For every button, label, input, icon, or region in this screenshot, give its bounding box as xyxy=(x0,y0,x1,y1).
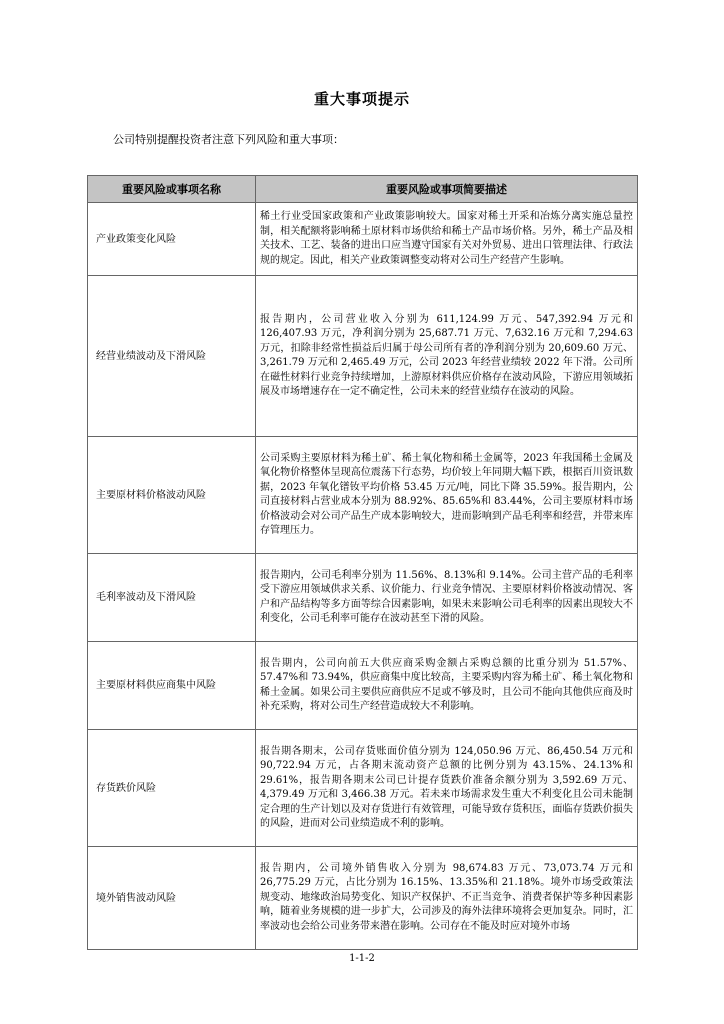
table-row xyxy=(88,642,638,730)
table-row xyxy=(88,730,638,847)
table-row xyxy=(88,554,638,642)
page-number: 1-1-2 xyxy=(349,953,375,964)
table-header-row xyxy=(88,176,638,203)
risk-description: 稀土行业受国家政策和产业政策影响较大。国家对稀土开采和冶炼分离实施总量控制，相关配额将影响稀土原材料市场供给和稀土产品市场价格。另外，稀土产品及相关技术、工艺、装备的进出口应当遵守国家有关对外贸易、进出口管理法律、行政法规的规定。因此，相关产业政策调整变动将对公司生产经营产生影响。 xyxy=(256,203,638,276)
risk-name: 主要原材料供应商集中风险 xyxy=(88,642,256,730)
risk-name: 毛利率波动及下滑风险 xyxy=(88,554,256,642)
risk-name: 境外销售波动风险 xyxy=(88,847,256,950)
risk-description: 报告期内，公司境外销售收入分别为 98,674.83 万元、73,073.74 万元和 26,775.29 万元，占比分别为 16.15%、13.35%和 21.18%。境外市场受政策法规变动、地缘政治局势变化、知识产权保护、不正当竞争、消费者保护等多种因素影响，随着业务规模的进一步扩大，公司涉及的海外法律环境将会更加复杂。同时，汇率波动也会给公司业务带来潜在影响。公司存在不能及时应对境外市场 xyxy=(256,847,638,950)
table-row xyxy=(88,276,638,437)
header-risk-name: 重要风险或事项名称 xyxy=(88,176,256,203)
header-risk-desc: 重要风险或事项简要描述 xyxy=(256,176,638,203)
risk-description: 公司采购主要原材料为稀土矿、稀土氧化物和稀土金属等，2023 年我国稀土金属及氧化物价格整体呈现高位震荡下行态势，均价较上年同期大幅下跌，根据百川资讯数据，2023 年氧化镨钕平均价格 53.45 万元/吨，同比下降 35.59%。报告期内，公司直接材料占营业成本分别为 88.92%、85.65%和 83.44%，公司主要原材料市场价格波动会对公司产品生产成本影响较大，进而影响到产品毛利率和经营，并带来库存管理压力。 xyxy=(256,437,638,554)
intro-text: 公司特别提醒投资者注意下列风险和重大事项： xyxy=(113,133,344,146)
risk-name: 经营业绩波动及下滑风险 xyxy=(88,276,256,437)
table-row xyxy=(88,437,638,554)
risk-name: 存货跌价风险 xyxy=(88,730,256,847)
risk-name: 主要原材料价格波动风险 xyxy=(88,437,256,554)
table-row xyxy=(88,203,638,276)
page-title: 重大事项提示 xyxy=(313,90,410,108)
risk-description: 报告期各期末，公司存货账面价值分别为 124,050.96 万元、86,450.54 万元和 90,722.94 万元，占各期末流动资产总额的比例分别为 43.15%、24.13%和 29.61%，报告期各期末公司已计提存货跌价准备余额分别为 3,592.69 万元、4,379.49 万元和 3,466.38 万元。若未来市场需求发生重大不利变化且公司未能制定合理的生产计划以及对存货进行有效管理，可能导致存货积压，面临存货跌价损失的风险，进而对公司业绩造成不利的影响。 xyxy=(256,730,638,847)
risk-description: 报告期内，公司营业收入分别为 611,124.99 万元、547,392.94 万元和 126,407.93 万元，净利润分别为 25,687.71 万元、7,632.16 万元和 7,294.63 万元，扣除非经常性损益后归属于母公司所有者的净利润分别为 20,609.60 万元、3,261.79 万元和 2,465.49 万元，公司 2023 年经营业绩较 2022 年下滑。公司所在磁性材料行业竞争持续增加，上游原材料供应价格存在波动风险，下游应用领域拓展及市场增速存在一定不确定性，公司未来的经营业绩存在波动的风险。 xyxy=(256,276,638,437)
table-row xyxy=(88,847,638,950)
risk-name: 产业政策变化风险 xyxy=(88,203,256,276)
risk-description: 报告期内，公司向前五大供应商采购金额占采购总额的比重分别为 51.57%、57.47%和 73.94%，供应商集中度比较高，主要采购内容为稀土矿、稀土氧化物和稀土金属。如果公司主要供应商供应不足或不够及时，且公司不能向其他供应商及时补充采购，将对公司生产经营造成较大不利影响。 xyxy=(256,642,638,730)
risk-description: 报告期内，公司毛利率分别为 11.56%、8.13%和 9.14%。公司主营产品的毛利率受下游应用领域供求关系、议价能力、行业竞争情况、主要原材料价格波动情况、客户和产品结构等多方面等综合因素影响，如果未来影响公司毛利率的因素出现较大不利变化，公司毛利率可能存在波动甚至下滑的风险。 xyxy=(256,554,638,642)
risk-table xyxy=(87,175,638,950)
